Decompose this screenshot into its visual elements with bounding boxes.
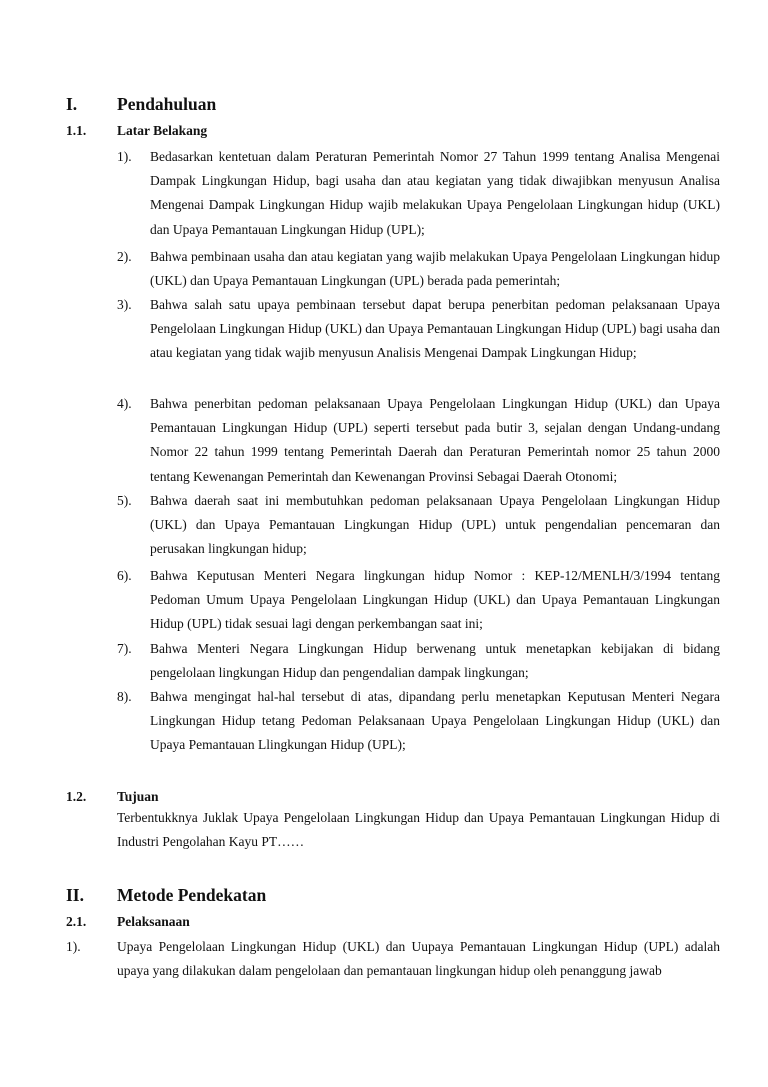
list-item-number: 5).: [117, 493, 132, 508]
subsection-number: 2.1.: [66, 914, 87, 929]
list-item-text: Bahwa Menteri Negara Lingkungan Hidup berwenang untuk menetapkan kebijakan di bidang pengelolaan lingkungan Hidup dan pengendalian dampak lingkungan;: [150, 641, 720, 681]
list-item-text: Bahwa daerah saat ini membutuhkan pedoman pelaksanaan Upaya Pengelolaan Lingkungan Hidup (UKL) dan Upaya Pemantauan Lingkungan Hidup (UPL) untuk pengendalian pencemaran dan perusakan lingkungan hidup;: [150, 493, 720, 557]
list-item-number: 7).: [117, 641, 132, 656]
list-item-text: Bahwa pembinaan usaha dan atau kegiatan yang wajib melakukan Upaya Pengelolaan Lingkungan hidup (UKL) dan Upaya Pemantauan Lingkungan (UPL) berada pada pemerintah;: [150, 249, 720, 289]
list-item-number: 6).: [117, 568, 132, 583]
list-item-number: 4).: [117, 396, 132, 411]
list-item-number: 1).: [117, 149, 132, 164]
subsection-number: 1.1.: [66, 123, 87, 138]
section-number: I.: [66, 94, 78, 114]
section-title: Pendahuluan: [117, 94, 217, 114]
subsection-title: Tujuan: [117, 789, 159, 804]
list-item-text: Bahwa mengingat hal-hal tersebut di atas, dipandang perlu menetapkan Keputusan Menteri Negara Lingkungan Hidup tetang Pedoman Pelaksanaan Upaya Pengelolaan Lingkungan Hidup (UKL) dan Upaya Pemantauan Llingkungan Hidup (UPL);: [150, 689, 720, 753]
subsection-number: 1.2.: [66, 789, 87, 804]
section-title: Metode Pendekatan: [117, 885, 267, 905]
subsection-title: Latar Belakang: [117, 123, 208, 138]
list-item-text: Bedasarkan kentetuan dalam Peraturan Pemerintah Nomor 27 Tahun 1999 tentang Analisa Mengenai Dampak Lingkungan Hidup, bagi usaha dan atau kegiatan yang tidak diwajibkan menyusun Analisa Mengenai Dampak Lingkungan Hidup wajib melakukan Upaya Pengelolaan Lingkungan hidup (UKL) dan Upaya Pemantauan Lingkungan Hidup (UPL);: [150, 149, 720, 237]
list-item-number: 8).: [117, 689, 132, 704]
list-item-number: 3).: [117, 297, 132, 312]
list-item-text: Bahwa salah satu upaya pembinaan tersebut dapat berupa penerbitan pedoman pelaksanaan Upaya Pengelolaan Lingkungan Hidup (UKL) dan Upaya Pemantauan Lingkungan Hidup (UPL) bagi usaha dan atau kegiatan yang tidak wajib menyusun Analisis Mengenai Dampak Lingkungan Hidup;: [150, 297, 720, 361]
list-item-text: Bahwa Keputusan Menteri Negara lingkungan hidup Nomor : KEP-12/MENLH/3/1994 tentang Pedoman Umum Upaya Pengelolaan Lingkungan Hidup (UKL) dan Upaya Pemantauan Lingkungan Hidup (UPL) tidak sesuai lagi dengan perkembangan saat ini;: [150, 568, 720, 632]
list-item-number: 1).: [66, 939, 81, 954]
subsection-title: Pelaksanaan: [117, 914, 190, 929]
list-item-text: Upaya Pengelolaan Lingkungan Hidup (UKL) dan Uupaya Pemantauan Lingkungan Hidup (UPL) adalah upaya yang dilakukan dalam pengelolaan dan pemantauan lingkungan hidup oleh penanggung jawab: [117, 939, 720, 979]
subsection-text: Terbentukknya Juklak Upaya Pengelolaan Lingkungan Hidup dan Upaya Pemantauan Lingkungan Hidup di Industri Pengolahan Kayu PT……: [117, 810, 720, 850]
list-item-number: 2).: [117, 249, 132, 264]
list-item-text: Bahwa penerbitan pedoman pelaksanaan Upaya Pengelolaan Lingkungan Hidup (UKL) dan Upaya Pemantauan Lingkungan Hidup (UPL) seperti tersebut pada butir 3, sejalan dengan Undang-undang Nomor 22 tahun 1999 tentang Pemerintah Daerah dan Peraturan Pemerintah nomor 25 tahun 2000 tentang Kewenangan Pemerintah dan Kewenangan Provinsi Sebagai Daerah Otonomi;: [150, 396, 720, 484]
section-number: II.: [66, 885, 84, 905]
